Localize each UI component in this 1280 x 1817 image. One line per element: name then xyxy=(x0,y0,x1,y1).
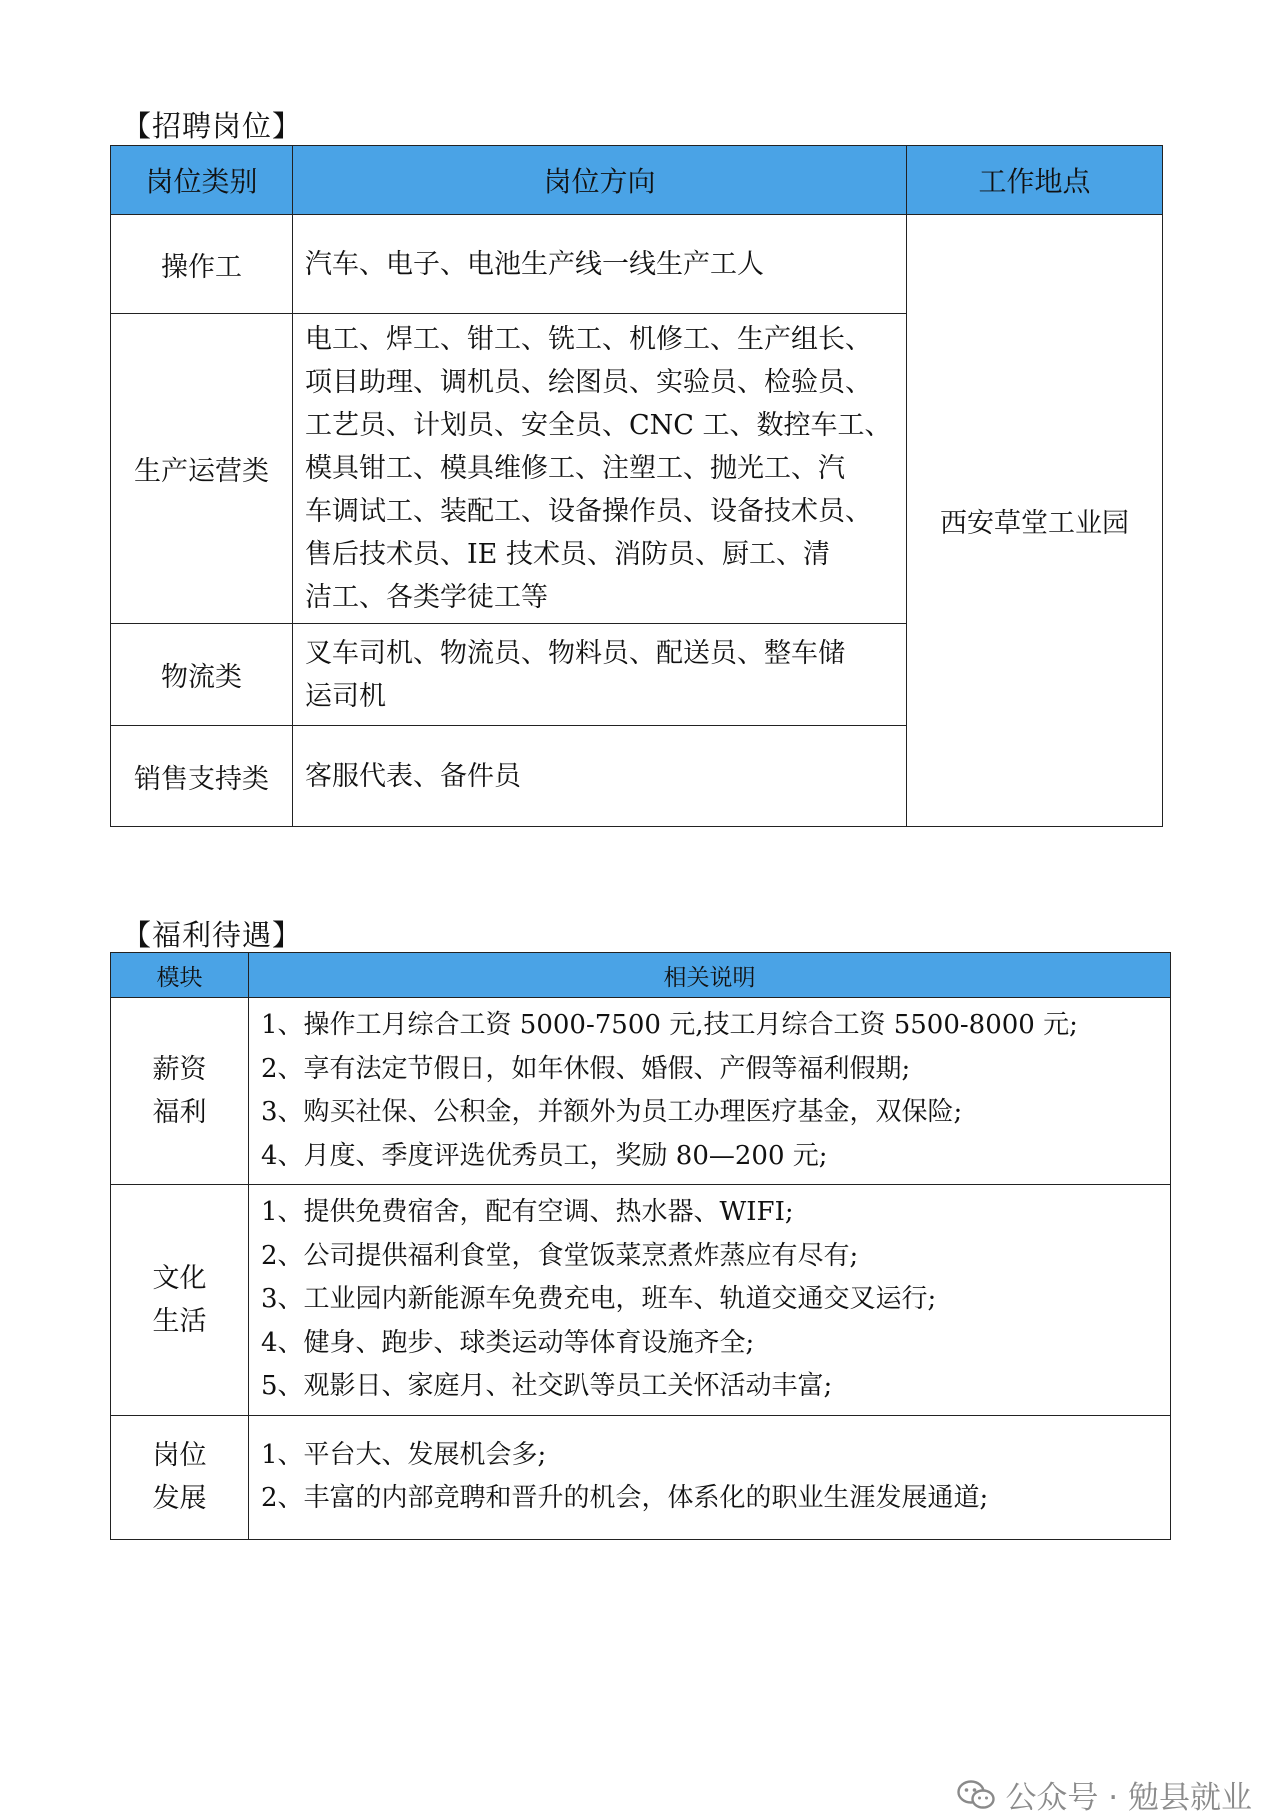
direction-line: 汽车、电子、电池生产线一线生产工人 xyxy=(305,248,764,280)
benefit-item: 1、提供免费宿舍，配有空调、热水器、WIFI; xyxy=(261,1197,794,1227)
header-description: 相关说明 xyxy=(249,953,1171,998)
table-row xyxy=(111,1415,1171,1539)
benefit-item: 2、丰富的内部竞聘和晋升的机会，体系化的职业生涯发展通道; xyxy=(261,1483,989,1513)
header-direction: 岗位方向 xyxy=(293,146,907,215)
direction-line: 电工、焊工、钳工、铣工、机修工、生产组长、 xyxy=(305,324,872,355)
module-cell xyxy=(111,1415,249,1539)
benefit-item: 1、平台大、发展机会多; xyxy=(261,1439,547,1470)
positions-section-title: 【招聘岗位】 xyxy=(122,109,303,143)
benefit-item: 5、观影日、家庭月、社交趴等员工关怀活动丰富; xyxy=(261,1371,833,1401)
header-module: 模块 xyxy=(111,953,249,998)
benefits-section-title: 【福利待遇】 xyxy=(122,918,303,952)
description-cell xyxy=(249,998,1171,1185)
benefit-item: 4、月度、季度评选优秀员工，奖励 80—200 元; xyxy=(261,1140,828,1171)
table-row xyxy=(111,215,1163,314)
direction-line: 运司机 xyxy=(305,680,386,712)
module-line: 岗位 xyxy=(152,1440,207,1471)
direction-line: 售后技术员、IE 技术员、消防员、厨工、清 xyxy=(305,539,830,570)
benefits-header-row xyxy=(111,953,1171,998)
module-cell xyxy=(111,1185,249,1416)
category-cell: 操作工 xyxy=(111,215,293,314)
table-row xyxy=(111,1185,1171,1416)
header-category: 岗位类别 xyxy=(111,146,293,215)
table-row xyxy=(111,998,1171,1185)
benefit-item: 3、购买社保、公积金，并额外为员工办理医疗基金，双保险; xyxy=(261,1097,963,1127)
direction-line: 洁工、各类学徒工等 xyxy=(305,582,548,613)
description-cell xyxy=(249,1415,1171,1539)
direction-line: 客服代表、备件员 xyxy=(305,760,521,792)
benefit-item: 1、操作工月综合工资 5000-7500 元,技工月综合工资 5500-8000 元; xyxy=(261,1010,1078,1040)
positions-header-row xyxy=(111,146,1163,215)
positions-table xyxy=(110,145,1163,827)
category-cell: 物流类 xyxy=(111,624,293,726)
direction-cell xyxy=(293,314,907,624)
category-cell: 销售支持类 xyxy=(111,726,293,827)
direction-line: 模具钳工、模具维修工、注塑工、抛光工、汽 xyxy=(305,453,845,484)
module-line: 福利 xyxy=(152,1097,207,1128)
header-location: 工作地点 xyxy=(907,146,1163,215)
benefit-item: 2、公司提供福利食堂，食堂饭菜烹煮炸蒸应有尽有; xyxy=(261,1240,859,1271)
module-cell xyxy=(111,998,249,1185)
watermark-text: 公众号 · 勉县就业 xyxy=(1005,1780,1252,1816)
direction-cell xyxy=(293,624,907,726)
benefit-item: 2、享有法定节假日，如年休假、婚假、产假等福利假期; xyxy=(261,1053,911,1084)
direction-line: 车调试工、装配工、设备操作员、设备技术员、 xyxy=(305,496,872,527)
direction-cell xyxy=(293,726,907,827)
benefit-item: 3、工业园内新能源车免费充电，班车、轨道交通交叉运行; xyxy=(261,1284,937,1314)
direction-line: 项目助理、调机员、绘图员、实验员、检验员、 xyxy=(305,367,872,398)
direction-line: 叉车司机、物流员、物料员、配送员、整车储 xyxy=(305,637,845,669)
direction-line: 工艺员、计划员、安全员、CNC 工、数控车工、 xyxy=(305,410,892,441)
benefit-item: 4、健身、跑步、球类运动等体育设施齐全; xyxy=(261,1327,755,1358)
category-cell: 生产运营类 xyxy=(111,314,293,624)
wechat-icon xyxy=(957,1779,995,1811)
module-line: 薪资 xyxy=(152,1054,207,1085)
module-line: 生活 xyxy=(152,1305,207,1337)
location-cell: 西安草堂工业园 xyxy=(907,215,1163,827)
direction-cell xyxy=(293,215,907,314)
benefits-table xyxy=(110,952,1171,1540)
module-line: 文化 xyxy=(152,1262,207,1294)
module-line: 发展 xyxy=(152,1483,207,1514)
description-cell xyxy=(249,1185,1171,1416)
watermark xyxy=(957,1772,1252,1817)
